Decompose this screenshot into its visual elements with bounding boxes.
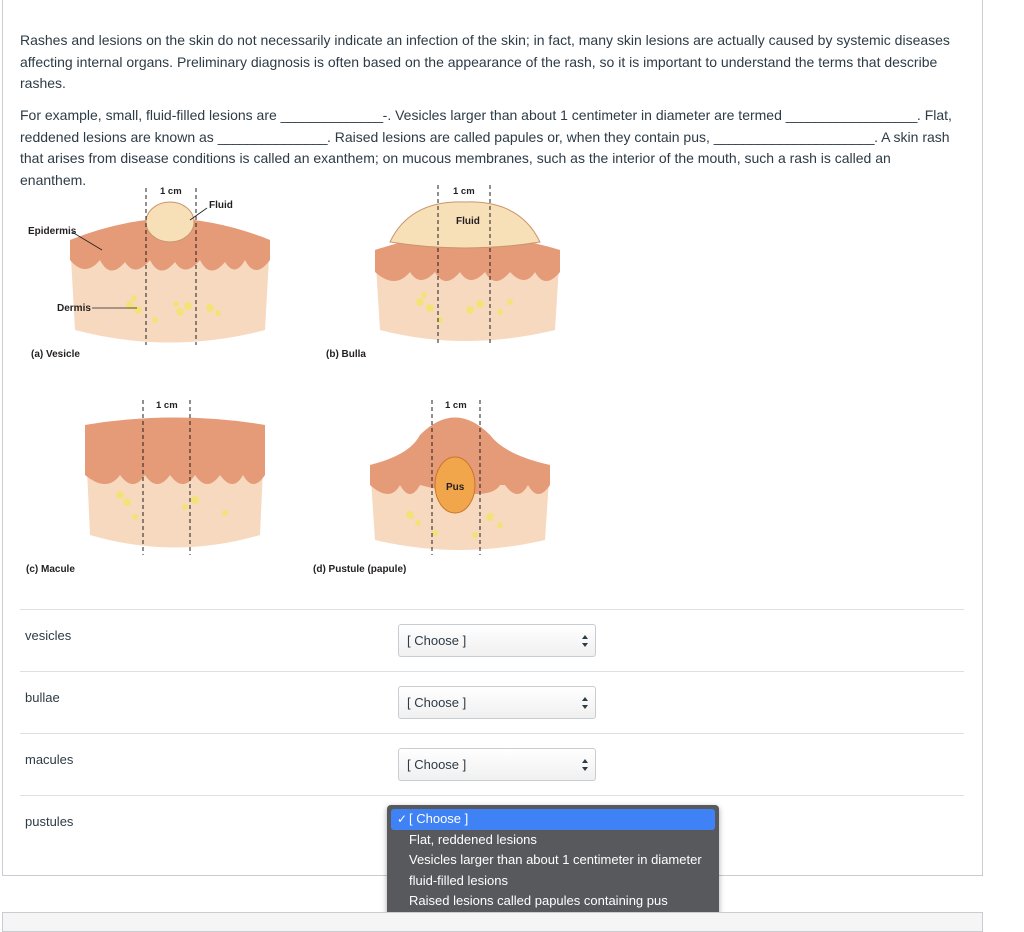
scale-label: 1 cm [156,400,178,411]
row-divider [20,795,964,796]
match-select-pustules-dropdown[interactable] [387,805,719,917]
macule-illustration [75,395,275,560]
checkmark-icon: ✓ [397,812,408,826]
caption-vesicle: (a) Vesicle [31,349,80,360]
dermis-label: Dermis [57,303,91,314]
blank-3: _______________ [217,128,327,145]
dropdown-option[interactable] [391,871,715,892]
caption-bulla: (b) Bulla [326,349,366,360]
option-label: Raised lesions called papules containing pus [409,893,668,908]
blank-4: ______________________ [713,128,875,145]
dropdown-option-choose[interactable] [391,809,715,830]
vesicle-illustration [60,180,280,350]
select-arrows-icon [581,634,589,648]
caption-pustule: (d) Pustule (papule) [313,564,407,575]
next-question-panel [2,912,983,932]
text-segment: -. Vesicles larger than about 1 centimeter in diameter are termed [382,107,786,123]
dropdown-option[interactable] [391,830,715,851]
blank-1: ______________ [280,107,383,123]
dropdown-option[interactable] [391,850,715,871]
text-segment: For example, small, fluid-filled lesions are [20,107,281,123]
select-value: [ Choose ] [407,695,467,710]
select-value: [ Choose ] [407,757,467,772]
fluid-label: Fluid [209,200,233,211]
row-divider [20,733,964,734]
option-label: [ Choose ] [409,811,469,826]
match-select-bullae[interactable] [398,686,596,719]
epidermis-label: Epidermis [28,226,77,237]
text-segment: . A skin rash that arises from disease conditions is called an exanthem; on mucous membranes, such as the interior of the mouth, such a rash is called an enanthem. [20,128,950,188]
text-segment: . Flat, reddened lesions are known as [20,107,952,145]
fluid-label: Fluid [456,216,480,227]
select-arrows-icon [581,758,589,772]
match-label-macules: macules [25,752,74,767]
intro-paragraph: Rashes and lesions on the skin do not necessarily indicate an infection of the skin; in fact, many skin lesions are actually caused by systemic diseases affecting internal organs. Preliminary diagnosis is often based on the appearance of the rash, so it is important to understand the terms that describe rashes. [20,32,950,91]
match-label-pustules: pustules [25,814,74,829]
match-label-bullae: bullae [25,690,60,705]
row-divider [20,609,964,610]
select-value: [ Choose ] [407,633,467,648]
scale-label: 1 cm [453,186,475,197]
scale-label: 1 cm [445,400,467,411]
scale-label: 1 cm [160,186,182,197]
match-label-vesicles: vesicles [25,628,72,643]
epidermis-pointer [72,232,112,252]
blank-2: __________________ [785,107,917,123]
match-select-vesicles[interactable] [398,624,596,657]
option-label: Flat, reddened lesions [409,831,537,847]
dermis-pointer [92,303,142,313]
row-divider [20,671,964,672]
match-select-macules[interactable] [398,748,596,781]
bulla-illustration [360,180,570,350]
pustule-illustration [360,395,560,560]
caption-macule: (c) Macule [26,564,75,575]
dropdown-option[interactable] [391,891,715,912]
text-segment: . Raised lesions are called papules or, when they contain pus, [326,128,714,145]
option-label: fluid-filled lesions [409,872,508,888]
select-arrows-icon [581,696,589,710]
pus-label: Pus [446,482,465,493]
fill-in-paragraph [20,105,960,191]
option-label: Vesicles larger than about 1 centimeter in diameter [409,852,702,867]
